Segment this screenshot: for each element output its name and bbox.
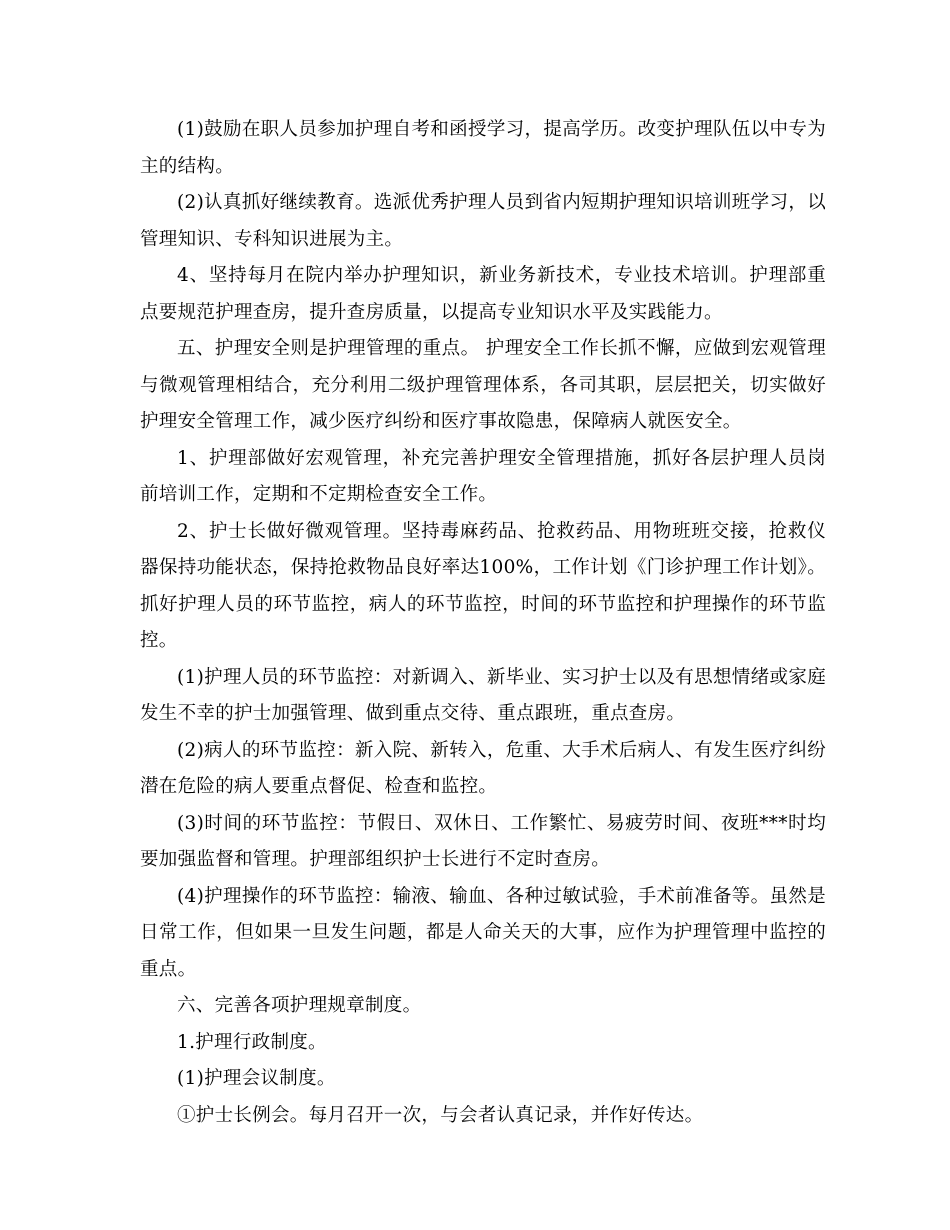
paragraph-5: 1、护理部做好宏观管理，补充完善护理安全管理措施，抓好各层护理人员岗前培训工作，定期和不定期检查安全工作。 (140, 447, 826, 505)
paragraph-11: 六、完善各项护理规章制度。 (177, 995, 422, 1016)
paragraph-13: (1)护理会议制度。 (177, 1068, 336, 1089)
document-body (140, 112, 826, 1134)
paragraph-6: 2、护士长做好微观管理。坚持毒麻药品、抢救药品、用物班班交接，抢救仪器保持功能状态，保持抢救物品良好率达100%，工作计划《门诊护理工作计划》。抓好护理人员的环节监控，病人的环节监控，时间的环节监控和护理操作的环节监控。 (140, 520, 826, 651)
paragraph-9: (3)时间的环节监控：节假日、双休日、工作繁忙、易疲劳时间、夜班***时均要加强监督和管理。护理部组织护士长进行不定时查房。 (140, 812, 826, 870)
paragraph-2: (2)认真抓好继续教育。选派优秀护理人员到省内短期护理知识培训班学习，以管理知识、专科知识进展为主。 (140, 192, 826, 250)
paragraph-12: 1.护理行政制度。 (177, 1031, 327, 1053)
paragraph-4: 五、护理安全则是护理管理的重点。 护理安全工作长抓不懈，应做到宏观管理与微观管理相结合，充分利用二级护理管理体系，各司其职，层层把关，切实做好护理安全管理工作，减少医疗纠纷和医疗事故隐患，保障病人就医安全。 (140, 338, 826, 432)
paragraph-8: (2)病人的环节监控：新入院、新转入，危重、大手术后病人、有发生医疗纠纷潜在危险的病人要重点督促、检查和监控。 (140, 739, 826, 797)
paragraph-7: (1)护理人员的环节监控：对新调入、新毕业、实习护士以及有思想情绪或家庭发生不幸的护士加强管理、做到重点交待、重点跟班，重点查房。 (140, 666, 826, 724)
paragraph-14: ①护士长例会。每月召开一次，与会者认真记录，并作好传达。 (177, 1104, 704, 1126)
paragraph-3: 4、坚持每月在院内举办护理知识，新业务新技术，专业技术培训。护理部重点要规范护理查房，提升查房质量，以提高专业知识水平及实践能力。 (140, 265, 826, 323)
paragraph-1: (1)鼓励在职人员参加护理自考和函授学习，提高学历。改变护理队伍以中专为主的结构。 (140, 119, 826, 177)
paragraph-10: (4)护理操作的环节监控：输液、输血、各种过敏试验，手术前准备等。虽然是日常工作，但如果一旦发生问题，都是人命关天的大事，应作为护理管理中监控的重点。 (140, 885, 826, 980)
